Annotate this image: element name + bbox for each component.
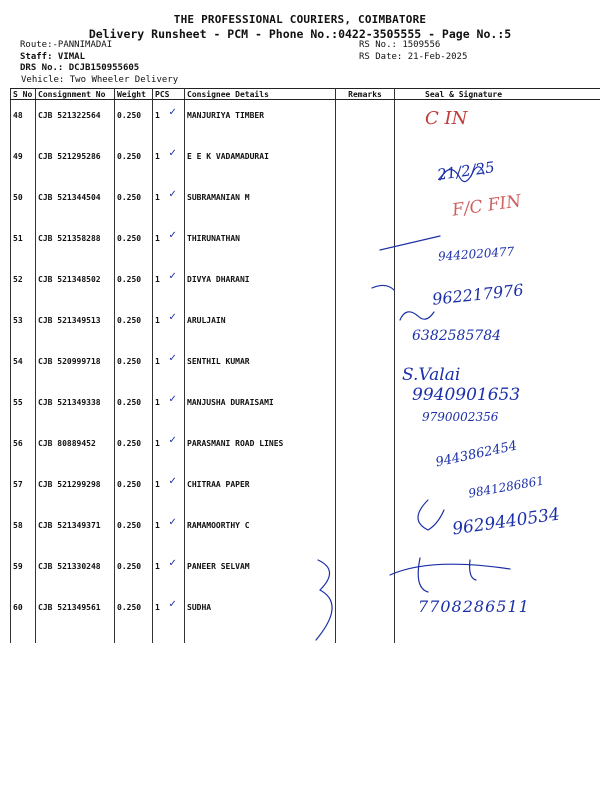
- row-weight: 0.250: [115, 182, 153, 223]
- row-weight: 0.250: [115, 305, 153, 346]
- row-weight: 0.250: [115, 223, 153, 264]
- row-pcs: 1: [153, 223, 185, 264]
- row-weight: 0.250: [115, 264, 153, 305]
- drs-field: DRS No.: DCJB150955605: [20, 63, 140, 73]
- signature-scribble: [418, 500, 444, 530]
- handwritten-name: S.Valai: [402, 365, 461, 385]
- col-header-weight: Weight: [115, 89, 153, 100]
- col-header-remarks: Remarks: [336, 89, 395, 100]
- col-header-consignee: Consignee Details: [185, 89, 336, 100]
- tick-mark: ✓: [168, 271, 177, 282]
- handwritten-phone: 9790002356: [422, 410, 499, 424]
- row-sno: 57: [11, 469, 36, 510]
- row-pcs: 1: [153, 592, 185, 643]
- signature-scribble: [380, 236, 440, 250]
- row-pcs: 1: [153, 182, 185, 223]
- col-header-sno: S No: [11, 89, 36, 100]
- row-sno: 59: [11, 551, 36, 592]
- row-consignment-no: CJB 521344504: [36, 182, 115, 223]
- row-consignment-no: CJB 521348502: [36, 264, 115, 305]
- row-consignee: PARASMANI ROAD LINES: [185, 428, 336, 469]
- row-pcs: 1: [153, 428, 185, 469]
- tick-mark: ✓: [168, 394, 177, 405]
- row-consignee: RAMAMOORTHY C: [185, 510, 336, 551]
- rs-no-field: RS No.: 1509556: [359, 40, 441, 50]
- row-sno: 58: [11, 510, 36, 551]
- row-weight: 0.250: [115, 387, 153, 428]
- company-name: THE PROFESSIONAL COURIERS, COIMBATORE: [173, 13, 427, 26]
- row-weight: 0.250: [115, 469, 153, 510]
- handwritten-phone: 9940901653: [412, 385, 521, 405]
- tick-mark: ✓: [168, 517, 177, 528]
- row-consignment-no: CJB 520999718: [36, 346, 115, 387]
- tick-mark: ✓: [168, 435, 177, 446]
- row-consignee: ARULJAIN: [185, 305, 336, 346]
- row-consignment-no: CJB 521358288: [36, 223, 115, 264]
- row-pcs: 1: [153, 305, 185, 346]
- tick-mark: ✓: [168, 558, 177, 569]
- signature-scribble: [400, 312, 434, 320]
- row-weight: 0.250: [115, 100, 153, 142]
- row-pcs: 1: [153, 346, 185, 387]
- row-pcs: 1: [153, 141, 185, 182]
- row-sno: 52: [11, 264, 36, 305]
- row-sno: 49: [11, 141, 36, 182]
- row-sno: 60: [11, 592, 36, 643]
- row-consignee: SUBRAMANIAN M: [185, 182, 336, 223]
- handwritten-phone: 9629440534: [451, 504, 562, 540]
- row-consignee: CHITRAA PAPER: [185, 469, 336, 510]
- row-consignment-no: CJB 521349371: [36, 510, 115, 551]
- row-sno: 51: [11, 223, 36, 264]
- handwritten-phone: 9442020477: [437, 244, 515, 264]
- row-consignment-no: CJB 521349513: [36, 305, 115, 346]
- row-consignee: SENTHIL KUMAR: [185, 346, 336, 387]
- row-sno: 56: [11, 428, 36, 469]
- handwritten-note: F/C FIN: [450, 191, 523, 221]
- handwritten-date: 21/2/25: [436, 158, 496, 184]
- signature-scribble: [390, 558, 510, 592]
- row-consignment-no: CJB 521349338: [36, 387, 115, 428]
- handwritten-phone: 9841286861: [467, 473, 545, 501]
- runsheet-title: Delivery Runsheet - PCM - Phone No.:0422-3505555 - Page No.:5: [88, 27, 512, 41]
- handwritten-phone: 6382585784: [412, 328, 502, 344]
- handwritten-phone: 962217976: [431, 280, 525, 309]
- row-pcs: 1: [153, 387, 185, 428]
- row-consignment-no: CJB 521322564: [36, 100, 115, 142]
- row-consignment-no: CJB 521295286: [36, 141, 115, 182]
- col-header-pcs: PCS: [153, 89, 185, 100]
- rs-date-field: RS Date: 21-Feb-2025: [359, 51, 468, 62]
- row-pcs: 1: [153, 510, 185, 551]
- row-sno: 54: [11, 346, 36, 387]
- row-sno: 53: [11, 305, 36, 346]
- row-sno: 50: [11, 182, 36, 223]
- tick-mark: ✓: [168, 599, 177, 610]
- row-weight: 0.250: [115, 510, 153, 551]
- row-consignee: THIRUNATHAN: [185, 223, 336, 264]
- row-pcs: 1: [153, 100, 185, 142]
- row-sno: 48: [11, 100, 36, 142]
- tick-mark: ✓: [168, 106, 177, 118]
- tick-mark: ✓: [168, 148, 177, 159]
- handwritten-phone: 7708286511: [418, 597, 530, 616]
- route-field: Route:-PANNIMADAI: [20, 40, 113, 50]
- row-consignee: SUDHA: [185, 592, 336, 643]
- row-weight: 0.250: [115, 346, 153, 387]
- row-pcs: 1: [153, 551, 185, 592]
- handwritten-phone: 9443862454: [434, 438, 519, 471]
- row-weight: 0.250: [115, 141, 153, 182]
- tick-mark: ✓: [168, 189, 177, 200]
- row-pcs: 1: [153, 469, 185, 510]
- tick-mark: ✓: [168, 353, 177, 364]
- row-weight: 0.250: [115, 428, 153, 469]
- tick-mark: ✓: [168, 230, 177, 241]
- vehicle-field: Vehicle: Two Wheeler Delivery: [21, 74, 179, 85]
- row-consignee: DIVYA DHARANI: [185, 264, 336, 305]
- row-weight: 0.250: [115, 551, 153, 592]
- row-consignee: PANEER SELVAM: [185, 551, 336, 592]
- staff-field: Staff: VIMAL: [20, 51, 86, 62]
- tick-mark: ✓: [168, 476, 177, 487]
- row-consignment-no: CJB 521349561: [36, 592, 115, 643]
- signature-scribble: [372, 285, 394, 290]
- handwritten-note: C IN: [425, 108, 468, 129]
- row-consignee: MANJUSHA DURAISAMI: [185, 387, 336, 428]
- row-consignee: MANJURIYA TIMBER: [185, 100, 336, 142]
- row-consignment-no: CJB 521299298: [36, 469, 115, 510]
- row-pcs: 1: [153, 264, 185, 305]
- tick-mark: ✓: [168, 312, 177, 323]
- row-consignment-no: CJB 521330248: [36, 551, 115, 592]
- signature-scribble: [316, 560, 332, 640]
- row-sno: 55: [11, 387, 36, 428]
- signature-scribble: [440, 167, 484, 182]
- col-header-consignment: Consignment No: [36, 89, 115, 100]
- row-consignee: E E K VADAMADURAI: [185, 141, 336, 182]
- col-header-seal: Seal & Signature: [395, 89, 600, 100]
- row-consignment-no: CJB 80889452: [36, 428, 115, 469]
- row-weight: 0.250: [115, 592, 153, 643]
